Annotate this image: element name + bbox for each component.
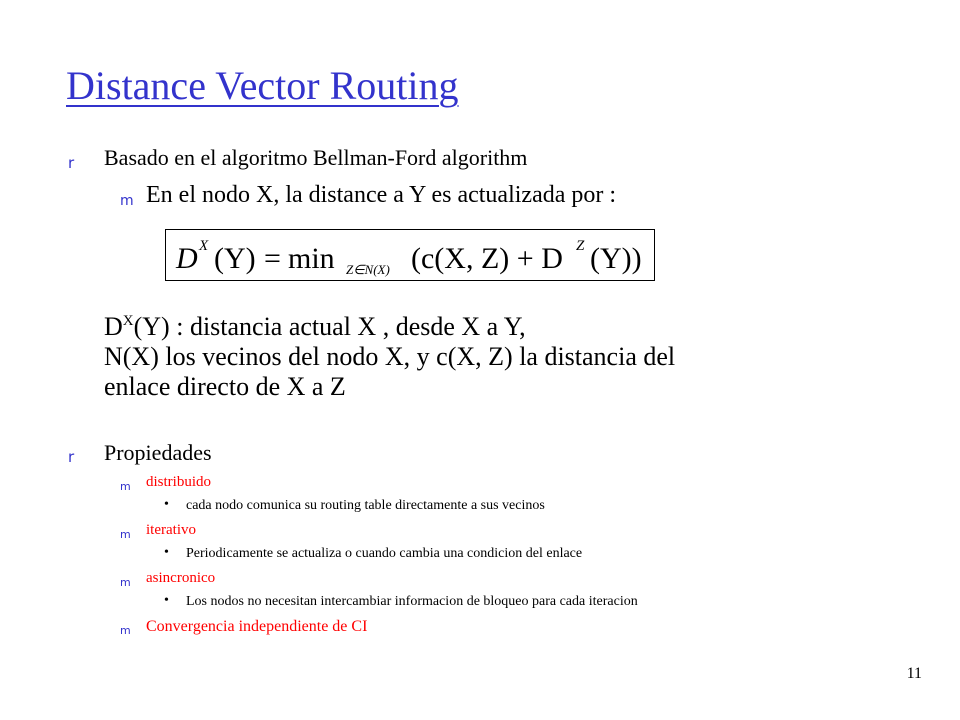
section1-sub: En el nodo X, la distance a Y es actualizada por : <box>146 182 617 208</box>
detail-bullet: • <box>164 593 169 608</box>
explanation-line-1: $D^X(Y)$ : distancia actual X , desde X a Y, <box>104 312 526 341</box>
section2-text: Propiedades <box>104 440 212 465</box>
property-detail-2: Periodicamente se actualiza o cuando cambia una condicion del enlace <box>186 546 583 561</box>
page-number: 11 <box>906 665 922 682</box>
property-distribuido: distribuido <box>146 474 212 490</box>
bullet-marker: r <box>68 154 75 172</box>
formula-min-sub: Z∈N(X) <box>346 262 390 277</box>
property-detail-1: cada nodo comunica su routing table directamente a sus vecinos <box>186 498 545 513</box>
property-convergencia: Convergencia independiente de CI <box>146 618 368 635</box>
formula-rhs-sup: Z <box>576 238 585 254</box>
bellman-ford-formula <box>166 230 656 282</box>
formula-rhs-end: (Y)) <box>590 242 642 275</box>
bullet-marker: r <box>68 448 75 466</box>
formula-lhs-d: D <box>176 242 198 275</box>
slide-title: Distance Vector Routing <box>66 63 459 108</box>
formula-min: min <box>288 242 335 275</box>
formula-lhs-sup: X <box>199 238 209 254</box>
sub-bullet-marker: m <box>120 624 131 637</box>
sub-bullet-marker: m <box>120 528 131 541</box>
detail-bullet: • <box>164 545 169 560</box>
explanation-line-3: enlace directo de X a Z <box>104 372 346 401</box>
sub-bullet-marker: m <box>120 576 131 589</box>
property-detail-3: Los nodos no necesitan intercambiar informacion de bloqueo para cada iteracion <box>186 594 638 609</box>
formula-rhs: (c(X, Z) + D <box>411 242 563 275</box>
sub-bullet-marker: m <box>120 193 134 209</box>
formula-box <box>165 229 655 281</box>
formula-explanation <box>104 312 675 402</box>
formula-lhs-arg: (Y) <box>214 242 256 275</box>
section1-text: Basado en el algoritmo Bellman-Ford algorithm <box>104 145 528 170</box>
property-asincronico: asincronico <box>146 570 216 586</box>
explanation-line-2: N(X) los vecinos del nodo X, y c(X, Z) la distancia del <box>104 342 676 371</box>
formula-eq: = <box>264 242 281 275</box>
property-iterativo: iterativo <box>146 522 196 538</box>
detail-bullet: • <box>164 497 169 512</box>
sub-bullet-marker: m <box>120 480 131 493</box>
